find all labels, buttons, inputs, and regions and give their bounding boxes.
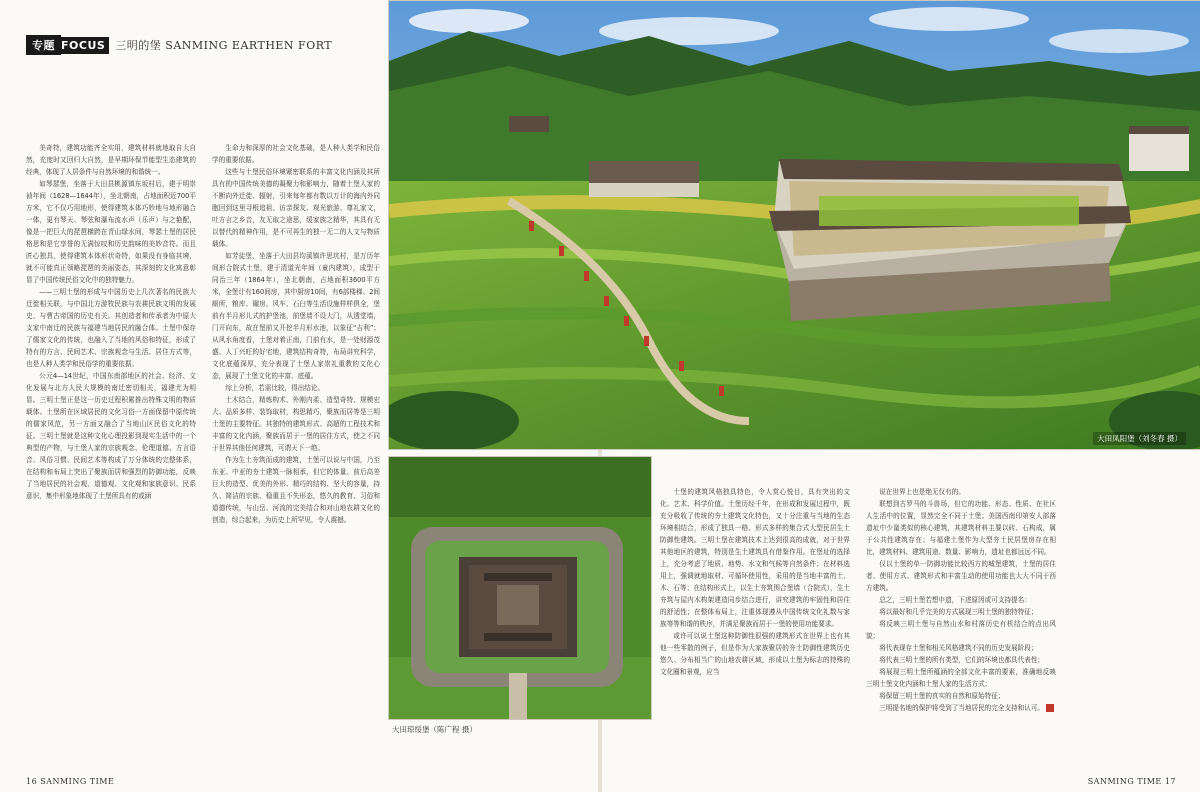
paragraph: 或许可以说土堡这种防御性很强的建筑形式在世界上也有其他一些零散的例子，但是作为大家族聚居的夯土防御性建筑历史悠久、分布相当广的山地农耕区域，形成以土堡为标志的特殊的文化圈和景观，应当 (660, 632, 850, 676)
section-focus-label: FOCUS (61, 37, 109, 54)
paragraph: 将代表现存土堡和相关风格建筑不同的历史发展阶段； (879, 644, 1038, 652)
section-title: 三明的堡 SANMING EARTHEN FORT (115, 39, 333, 52)
paragraph: 综上分析，若需比较，得出结论。 (225, 384, 325, 392)
fort-aerial-illustration (389, 457, 651, 719)
paragraph: 土木结合，精炼构术、外刚内柔、造型奇特、规模宏大、品质多样、装饰取材，构思精巧，聚族而居等是三明土堡的主要特征。其独特的建筑形式、高超的工程技术和丰富的文化内涵，聚族而居于一堡的居住方式，使之不同于世界其他任何建筑，可谓天下一绝。 (212, 396, 380, 452)
fort-aerial-photo (388, 456, 652, 720)
paragraph: ——三明土堡的形成与中国历史上几次著名的民族大迁徙相关联，与中国北方游牧民族与农耕民族文明的发展史、与曹古帝国的历史有关。其创造者和传承者为中原大支家中南迁的民族与福建当地居民的融合体。土堡中保存了儒家文化的传统，也融入了当地的风俗和特征，形成了特有的方言、民间艺术、宗族观念与生活、居住方式等，也是人种人类学和民俗学的重要依据。 (26, 288, 196, 368)
paragraph: 将展现三明土堡所蕴涵的全部文化丰富的要素，准确地反映三明土堡文化内涵和土堡人家的生活方式； (866, 668, 1056, 688)
paragraph: 说在世界上也是绝无仅有的。 (879, 488, 965, 496)
paragraph: 仅以土堡的单一防御功能比较西方的城堡建筑，土堡的居住者、使用方式、建筑形式和丰富生动的使用功能也大大不同于西方建筑。 (866, 560, 1056, 592)
footer-right (1088, 777, 1176, 786)
paragraph: 作为生土夯筑而成的建筑，土堡可以说与中国，乃至东亚、中亚的夯土建筑一脉相承，但它的体量、前后高差巨大的造型、优美的外形、精巧的结构、坚大的容量，持久、简洁的宗族、稳重且不失形态，悠久的教育、习俗和道德传统，与山岳、河流的完美结合和对山地农耕文化的创造，综合起来，为历史上所罕见，令人震撼。 (212, 456, 380, 524)
main-photo-caption: 大田凤阳堡（刘冬春 摄） (1093, 432, 1186, 445)
section-header (26, 36, 332, 54)
paragraph: 将代表三明土堡的所有类型，它们的环境也都具代表性； (879, 656, 1045, 664)
text-column-3 (660, 486, 850, 756)
paragraph: 联想到古罗马的斗兽场，但它的功能、形态、性质、在社区人生活中的位置，显然完全不同于土堡；美国西南印第安人部落遗址中少量类似的核心建筑，其建筑材料主要以砖、石构成，属于公共性建筑存在；与福建土堡作为大型夯土民居堡房存在相比，建筑材料、建筑用途、数量、影响力，遗址也都远远不同。 (866, 500, 1056, 556)
text-column-1 (26, 142, 196, 742)
paragraph: 三明提名地的保护将受到了当地居民的完全支持和认可。 (866, 702, 1056, 714)
footer-left: 16 SANMING TIME (26, 777, 115, 786)
paragraph: 如琴瑟堡，坐落于大田县桃源镇东坂村后，建于明崇祯年间（1628—1644年），坐北朝南，占地面积近700平方米，它不仅巧用地形，使得建筑本体巧妙地与地形融合一体，更有琴天、琴弦和瀑布流水声（乐声）与之艳配，像是一把巨大的琵琶横跨在青山绿水间，琴瑟土堡的居民格思和是它享誉的无满惊叹和历史韵味的美妙音符。而且匠心独具，使得建筑本体形状奇特，如果没有身临其境，就不可能真正领略琵琶的美丽姿态，其深刻的文化寓意彰显了中国传统民俗文化中的独特魅力。 (26, 180, 196, 284)
paragraph: 美奇特，建筑功能齐全实用，建筑材料就地取自大自然，充度时又回归大自然，是早期环保节能型生态建筑的经典，体现了人居条件与自然环境的和谐统一。 (26, 144, 196, 176)
paragraph: 将反映三明土堡与自然山水和村落历史有机结合的点出风貌； (866, 620, 1056, 640)
article-end-mark (1046, 704, 1054, 712)
paragraph: 将以最好和几乎完美的方式展现三明土堡的独特特征； (879, 608, 1038, 616)
paragraph: 土堡的建筑风格独具特色，令人赏心悦目，具有突出的文化、艺术、科学价值。土堡历经千年，在形成和发展过程中，既充分吸收了传统的夯土建筑文化特色，又十分注重与当地的生态环境相结合，形成了独具一格、形式多样的集合式大型民居生土防御性建筑。三明土堡在建筑技术上达到很高的成就，对于世界其他地区的建筑，特别是生土建筑具有借鉴作用。在堡址的选择上，充分考虑了地质、地势、水文和气候等自然条件；在材料选用上，强调就地取材、可循环使用性，采用的是当地丰富的土、木、石等；在结构形式上，以生土夯筑围合堡墙（合院式），生土夯筑与屋内木构架建造同步结合进行，讲究建筑的牢固性和居住的舒适性；在整体布局上，注重体现遵从中国传统文化礼数与家族等等和谐的秩序，并满足聚族而居于一堡的使用功能要求。 (660, 488, 850, 628)
paragraph: 总之，三明土堡若想申遗，下述原因或可支持提名： (879, 596, 1031, 604)
fort-landscape-illustration (389, 1, 1200, 449)
paragraph: 生命力和深厚的社会文化基础，是人种人类学和民俗学的重要依据。 (212, 144, 380, 164)
section-tag: 专题 (26, 35, 61, 55)
aerial-photo-caption: 大田琼绥堡（陈广程 摄） (392, 725, 477, 734)
paragraph: 公元4—14世纪，中国东南部地区的社会、经济、文化发展与北方人民大规模的南迁密切相关，福建尤为明显。三明土堡正是这一历史过程积累推出特殊文明的物质载体。土堡所在区域居民的文化习俗一方面保留中原传统的儒家风范，另一方面又融合了当地山区民俗文化的特征。三明土堡就是这种文化心理投影到现实生活中的一个典型的产物，与土堡人家的宗族观念、伦理道德、方言语音、风俗习惯、民间艺术等构成了万分体统的完整体系，在结构和布局上突出了聚族而居和强烈的防御功能，反映了当地居民的社会观、道德观、文化观和家族意识、民系意识，集中形象地体现了土堡所具有的或涵 (26, 372, 196, 500)
paragraph: 如芳徒堡，坐落于大田县均溪镇许思坑村，是万历年间形合院式土堡，建于清道光年间（童内建筑），成型于同治三年（1864年），坐北朝南，占地面积3600平方米，全堡计有160间房，其中厨房10间，有6部楼梯、2间厕所，粮库、碾房、风车、石臼等生活设施样样俱全，堡前有半月形儿式的护堡池，前堡墙不设大门，从透堂墙，门开向东，故在堡前又开挖半月形水池，以象征“吉利”；从风水角度看，土堡对着正南，门前有水，是一处财源茂盛、人丁兴旺的好宅地，建筑结构奇特，布局讲究科学，文化底蕴深厚，充分表现了土堡人家崇礼重教的文化心态，展现了土堡文化的丰富、底蕴。 (212, 252, 380, 380)
text-column-2 (212, 142, 380, 742)
fort-landscape-photo (388, 0, 1200, 450)
paragraph: 这些与土堡民俗环境紧密联系的丰富文化内涵及其所具有的中国传统美德的凝聚力和影响力，随着土堡人家的不断向外迁徙、辐射，引来每年都有数以万计的海内外同胞回到这里寻根追祖、访亲探友、观光旅游、尊礼家文，吐方言之乡音，友无取之途思，缓家族之精华，其具有无以替代的精神作用，是不可再生的独一无二的人文与物质载体。 (212, 168, 380, 248)
paragraph: 将保留三明土堡的真实的自然和原始特征； (879, 692, 1005, 700)
footer-right-text: SANMING TIME 17 (1087, 777, 1176, 786)
text-column-4 (866, 486, 1056, 756)
